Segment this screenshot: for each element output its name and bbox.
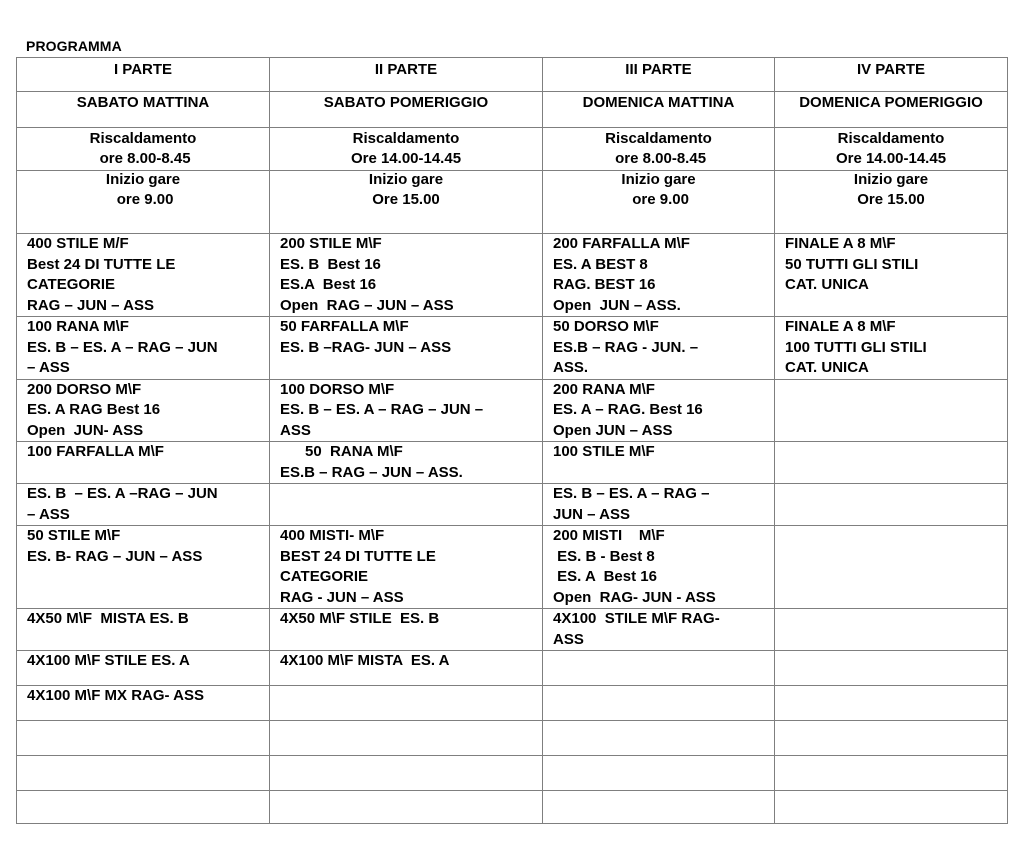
event-line: Open RAG – JUN – ASS <box>280 296 454 314</box>
event-cell <box>543 651 775 686</box>
event-line: 100 TUTTI GLI STILI <box>785 338 927 356</box>
event-line: 4X50 M\F MISTA ES. B <box>27 610 189 627</box>
event-line: CAT. UNICA <box>785 359 869 376</box>
event-cell <box>17 791 270 824</box>
event-line: ES. B - Best 8 <box>553 547 655 565</box>
event-cell <box>543 379 775 442</box>
event-cell <box>17 721 270 756</box>
event-cell <box>270 442 543 484</box>
event-line: RAG - JUN – ASS <box>280 588 404 606</box>
event-line: ES.B – RAG - JUN. – <box>553 338 699 356</box>
event-row <box>17 234 1008 317</box>
event-line: 100 FARFALLA M\F <box>27 443 164 460</box>
event-line: ES. B –RAG- JUN – ASS <box>280 338 452 356</box>
program-table <box>16 57 1008 824</box>
event-line: 50 TUTTI GLI STILI <box>785 255 919 273</box>
document-title: PROGRAMMA <box>26 38 122 54</box>
event-cell <box>775 756 1008 791</box>
event-cell <box>543 791 775 824</box>
event-line: 50 RANA M\F <box>280 443 403 460</box>
event-cell <box>775 651 1008 686</box>
event-cell <box>775 379 1008 442</box>
event-line: 400 STILE M/F <box>27 235 129 252</box>
event-cell <box>17 317 270 380</box>
event-line: 100 DORSO M\F <box>280 380 395 398</box>
event-cell <box>270 686 543 721</box>
event-line: ES. B- RAG – JUN – ASS <box>27 547 203 565</box>
event-cell <box>17 484 270 526</box>
event-line: 200 STILE M\F <box>280 235 382 252</box>
event-line: 4X100 M\F MISTA ES. A <box>280 652 450 669</box>
event-line: ES.B – RAG – JUN – ASS. <box>280 463 463 481</box>
event-cell <box>17 651 270 686</box>
event-cell <box>543 756 775 791</box>
event-row <box>17 526 1008 609</box>
event-line: ES. A BEST 8 <box>553 255 648 273</box>
event-line: CATEGORIE <box>27 276 116 293</box>
start-cell: Inizio gare Ore 15.00 <box>270 171 543 234</box>
day-cell: DOMENICA MATTINA <box>543 92 775 128</box>
warmup-row <box>17 128 1008 171</box>
warmup-cell: Riscaldamento Ore 14.00-14.45 <box>775 128 1008 171</box>
event-line: – ASS <box>27 505 70 523</box>
event-cell <box>270 526 543 609</box>
event-line: 4X50 M\F STILE ES. B <box>280 610 440 627</box>
event-line: CATEGORIE <box>280 568 369 585</box>
event-row <box>17 317 1008 380</box>
start-cell: Inizio gare Ore 15.00 <box>775 171 1008 234</box>
event-cell <box>543 442 775 484</box>
event-cell <box>270 234 543 317</box>
event-line: ASS <box>280 421 311 439</box>
event-cell <box>543 317 775 380</box>
event-line: ES. A RAG Best 16 <box>27 401 161 418</box>
event-line: 200 RANA M\F <box>553 380 655 398</box>
event-row <box>17 721 1008 756</box>
event-cell <box>543 609 775 651</box>
event-line: 4X100 M\F STILE ES. A <box>27 652 190 669</box>
event-cell <box>270 379 543 442</box>
event-cell <box>775 526 1008 609</box>
start-cell: Inizio gare ore 9.00 <box>17 171 270 234</box>
event-line: 400 MISTI- M\F <box>280 527 385 544</box>
event-line: ES. B – ES. A –RAG – JUN <box>27 485 218 502</box>
event-cell <box>270 484 543 526</box>
event-cell <box>17 686 270 721</box>
event-cell <box>270 317 543 380</box>
event-line: 50 STILE M\F <box>27 527 121 544</box>
header-cell: III PARTE <box>543 58 775 92</box>
event-cell <box>270 756 543 791</box>
event-line: RAG – JUN – ASS <box>27 296 154 314</box>
event-cell <box>775 484 1008 526</box>
header-cell: II PARTE <box>270 58 543 92</box>
event-line: FINALE A 8 M\F <box>785 235 896 252</box>
event-cell <box>543 234 775 317</box>
day-row <box>17 92 1008 128</box>
event-line: 4X100 M\F MX RAG- ASS <box>27 687 204 704</box>
day-cell: DOMENICA POMERIGGIO <box>775 92 1008 128</box>
header-row <box>17 58 1008 92</box>
event-cell <box>543 721 775 756</box>
event-cell <box>17 756 270 791</box>
event-line: JUN – ASS <box>553 505 630 523</box>
event-row <box>17 379 1008 442</box>
event-row <box>17 484 1008 526</box>
event-line: ES.A Best 16 <box>280 276 377 293</box>
event-row <box>17 651 1008 686</box>
start-row <box>17 171 1008 234</box>
event-line: 50 DORSO M\F <box>553 318 659 335</box>
event-cell <box>775 791 1008 824</box>
event-cell <box>270 721 543 756</box>
warmup-cell: Riscaldamento ore 8.00-8.45 <box>17 128 270 171</box>
event-row <box>17 442 1008 484</box>
event-line: ES. A – RAG. Best 16 <box>553 401 703 418</box>
event-row <box>17 686 1008 721</box>
event-cell <box>775 686 1008 721</box>
event-cell <box>543 686 775 721</box>
event-line: 4X100 STILE M\F RAG- <box>553 610 720 627</box>
event-cell <box>270 609 543 651</box>
event-line: ASS <box>553 630 584 648</box>
event-cell <box>543 484 775 526</box>
event-line: 100 STILE M\F <box>553 443 655 460</box>
event-cell <box>17 234 270 317</box>
event-line: Open JUN- ASS <box>27 421 144 439</box>
warmup-cell: Riscaldamento ore 8.00-8.45 <box>543 128 775 171</box>
event-line: 200 DORSO M\F <box>27 380 142 398</box>
event-line: ES. B – ES. A – RAG – JUN <box>27 338 218 356</box>
event-line: 100 RANA M\F <box>27 318 129 335</box>
event-cell <box>17 609 270 651</box>
header-cell: IV PARTE <box>775 58 1008 92</box>
event-cell <box>775 234 1008 317</box>
event-line: BEST 24 DI TUTTE LE <box>280 547 436 565</box>
event-cell <box>17 379 270 442</box>
event-line: CAT. UNICA <box>785 276 869 293</box>
day-cell: SABATO POMERIGGIO <box>270 92 543 128</box>
event-cell <box>775 609 1008 651</box>
event-line: ES. B – ES. A – RAG – <box>553 485 710 502</box>
event-line: Open RAG- JUN - ASS <box>553 588 716 606</box>
event-row <box>17 756 1008 791</box>
event-line: 200 FARFALLA M\F <box>553 235 690 252</box>
event-line: Best 24 DI TUTTE LE <box>27 255 176 273</box>
event-line: ES. B – ES. A – RAG – JUN – <box>280 401 484 418</box>
event-line: 50 FARFALLA M\F <box>280 318 409 335</box>
event-line: ES. A Best 16 <box>553 568 657 585</box>
event-cell <box>270 791 543 824</box>
event-line: RAG. BEST 16 <box>553 276 656 293</box>
event-cell <box>17 442 270 484</box>
event-cell <box>775 721 1008 756</box>
event-line: ASS. <box>553 359 589 376</box>
event-line: 200 MISTI M\F <box>553 527 665 544</box>
event-line: Open JUN – ASS. <box>553 296 681 314</box>
event-row <box>17 791 1008 824</box>
event-cell <box>775 317 1008 380</box>
event-line: – ASS <box>27 359 70 376</box>
event-cell <box>775 442 1008 484</box>
event-cell <box>17 526 270 609</box>
day-cell: SABATO MATTINA <box>17 92 270 128</box>
event-cell <box>543 526 775 609</box>
event-line: ES. B Best 16 <box>280 255 381 273</box>
header-cell: I PARTE <box>17 58 270 92</box>
warmup-cell: Riscaldamento Ore 14.00-14.45 <box>270 128 543 171</box>
events-body <box>17 234 1008 824</box>
event-line: Open JUN – ASS <box>553 421 673 439</box>
start-cell: Inizio gare ore 9.00 <box>543 171 775 234</box>
event-line: FINALE A 8 M\F <box>785 318 896 335</box>
event-row <box>17 609 1008 651</box>
event-cell <box>270 651 543 686</box>
